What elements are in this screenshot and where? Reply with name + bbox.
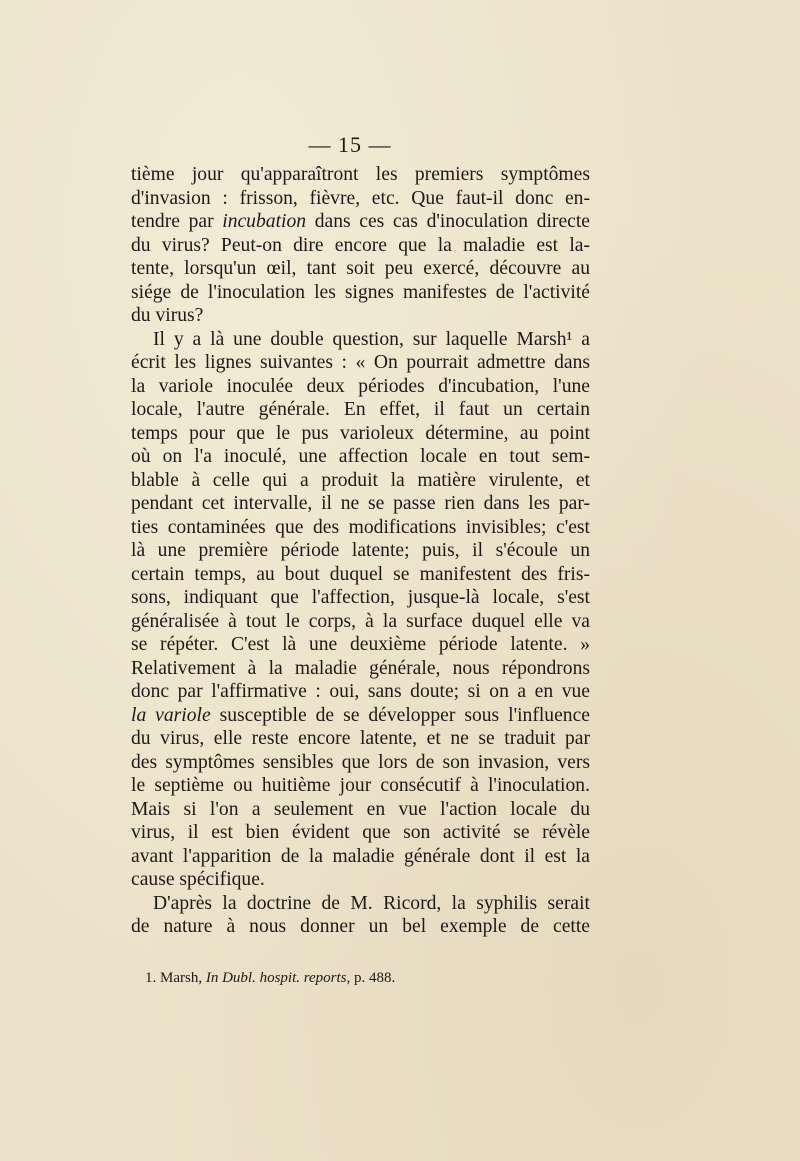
text-line: tendre par incubation dans ces cas d'inoculation directe	[131, 211, 590, 232]
text-line: locale, l'autre générale. En effet, il faut un certain	[131, 399, 590, 420]
text-line: temps pour que le pus varioleux détermine, au point	[131, 422, 590, 444]
text-line: généralisée à tout le corps, à la surface duquel elle va	[131, 610, 590, 632]
text-line: D'après la doctrine de M. Ricord, la syphilis serait	[153, 892, 590, 914]
text-line: ties contaminées que des modifications invisibles; c'est	[131, 516, 590, 538]
text-line: du virus? Peut-on dire encore que la maladie est la-	[131, 234, 590, 256]
text-line: blable à celle qui a produit la matière virulente, et	[131, 469, 590, 491]
text-line: pendant cet intervalle, il ne se passe rien dans les par-	[131, 493, 590, 514]
text-line: siége de l'inoculation les signes manifestes de l'activité	[131, 281, 590, 303]
text-line: d'invasion : frisson, fièvre, etc. Que faut-il donc en-	[131, 187, 590, 209]
text-line: certain temps, au bout duquel se manifestent des fris-	[131, 563, 590, 585]
text-line: la variole inoculée deux périodes d'incubation, l'une	[131, 375, 590, 397]
footnote-marker: 1.	[145, 970, 157, 986]
text-line: tième jour qu'apparaîtront les premiers symptômes	[131, 164, 590, 185]
text-line: du virus?	[131, 305, 204, 326]
page-number: — 15 —	[308, 132, 392, 157]
text-line: écrit les lignes suivantes : « On pourrait admettre dans	[131, 352, 590, 373]
text-line: sons, indiquant que l'affection, jusque-là locale, s'est	[131, 587, 590, 608]
text-line: avant l'apparition de la maladie générale dont il est la	[131, 845, 590, 867]
footnote-page-ref: p. 488.	[354, 970, 396, 986]
text-line: des symptômes sensibles que lors de son invasion, vers	[131, 751, 590, 773]
text-line: tente, lorsqu'un œil, tant soit peu exercé, découvre au	[131, 258, 590, 279]
text-line: là une première période latente; puis, il s'écoule un	[131, 540, 590, 561]
text-line: où on l'a inoculé, une affection locale en tout sem-	[131, 446, 590, 467]
text-line: se répéter. C'est là une deuxième période latente. »	[131, 634, 590, 655]
footnote	[145, 970, 395, 987]
text-line: Mais si l'on a seulement en vue l'action locale du	[131, 798, 590, 820]
text-line: cause spécifique.	[131, 869, 265, 890]
text-line: Relativement à la maladie générale, nous répondrons	[131, 657, 590, 679]
text-line: le septième ou huitième jour consécutif à l'inoculation.	[131, 775, 590, 796]
text-line: virus, il est bien évident que son activité se révèle	[131, 822, 590, 843]
text-line: donc par l'affirmative : oui, sans doute; si on a en vue	[131, 681, 590, 702]
text-line: du virus, elle reste encore latente, et ne se traduit par	[131, 728, 590, 749]
footnote-author: Marsh,	[160, 970, 203, 986]
text-line: Il y a là une double question, sur laquelle Marsh¹ a	[153, 328, 590, 350]
text-line: de nature à nous donner un bel exemple de cette	[131, 916, 590, 937]
body-text	[131, 163, 590, 939]
text-line: la variole susceptible de se développer sous l'influence	[131, 704, 590, 726]
footnote-source: In Dubl. hospit. reports,	[205, 970, 351, 986]
